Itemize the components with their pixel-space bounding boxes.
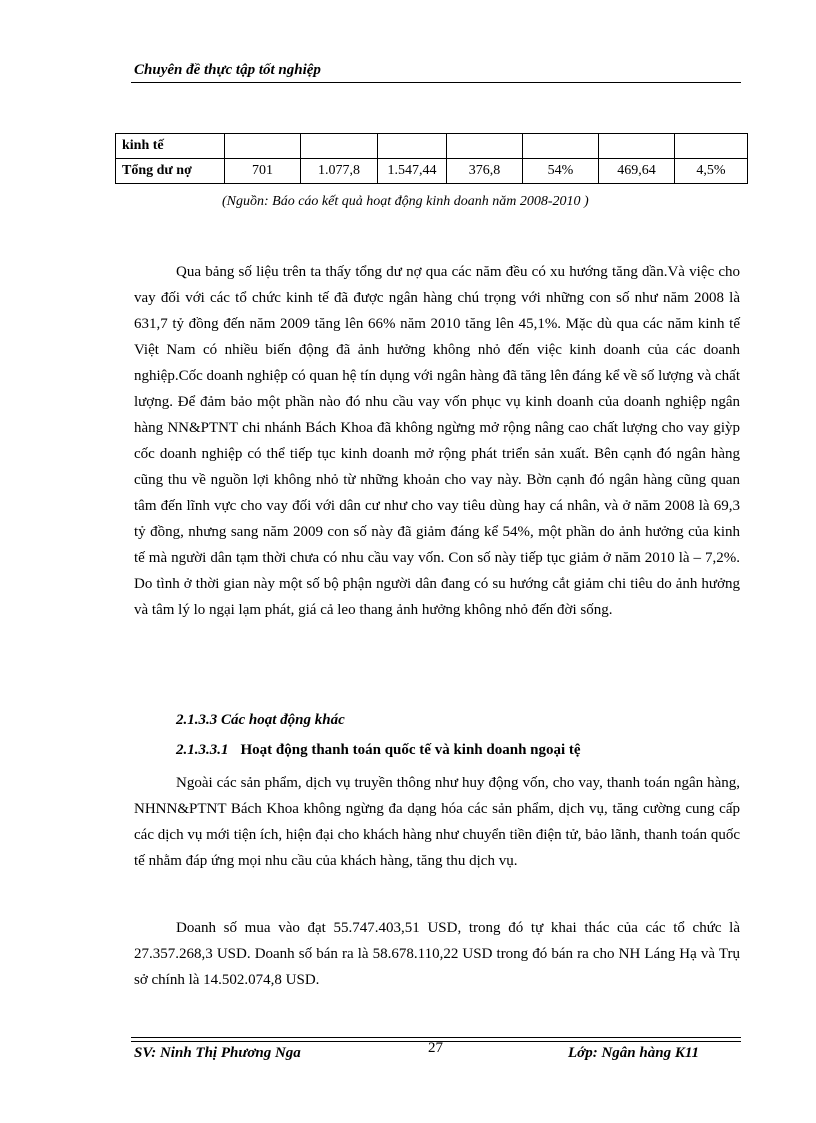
section-heading: 2.1.3.3 Các hoạt động khác (176, 712, 345, 728)
footer-student: SV: Ninh Thị Phương Nga (134, 1045, 301, 1061)
page-number: 27 (428, 1040, 443, 1056)
table-cell: 469,64 (599, 159, 675, 184)
row-label: Tổng dư nợ (116, 159, 225, 184)
footer-class: Lớp: Ngân hàng K11 (568, 1045, 699, 1061)
table-source: (Nguồn: Báo cáo kết quả hoạt động kinh doanh năm 2008-2010 ) (222, 194, 589, 209)
row-label: kinh tế (116, 134, 225, 159)
table-cell (301, 134, 378, 159)
paragraph-2-block (134, 770, 740, 874)
table-cell: 1.077,8 (301, 159, 378, 184)
table-cell (675, 134, 748, 159)
footer-rule (131, 1037, 741, 1038)
table-cell (599, 134, 675, 159)
table-row (116, 134, 748, 159)
table-row (116, 159, 748, 184)
table-cell (523, 134, 599, 159)
table-cell (447, 134, 523, 159)
paragraph-2: Ngoài các sản phẩm, dịch vụ truyền thông như huy động vốn, cho vay, thanh toán ngân hàng, NHNN&PTNT Bách Khoa không ngừng đa dạng hóa các sản phẩm, dịch vụ, tăng cường cung cấp các dịch vụ mới tiện ích, hiện đại cho khách hàng như chuyển tiền điện tử, bảo lãnh, thanh toán quốc tế nhằm đáp ứng mọi nhu cầu của khách hàng, tăng thu dịch vụ. (134, 775, 740, 869)
subsection-title: Hoạt động thanh toán quốc tế và kinh doanh ngoại tệ (240, 742, 581, 758)
paragraph-3-block (134, 915, 740, 993)
paragraph-1: Qua bảng số liệu trên ta thấy tổng dư nợ qua các năm đều có xu hướng tăng dần.Và việc cho vay đối với các tổ chức kinh tế đã được ngân hàng chú trọng với những con số như năm 2008 là 631,7 tỷ đồng đến năm 2009 tăng lên 66% năm 2010 tăng lên 45,1%. Mặc dù qua các năm kinh tế Việt Nam có nhiều biến động đã ảnh hưởng không nhỏ đến việc kinh doanh của các doanh nghiệp.Cốc doanh nghiệp có quan hệ tín dụng với ngân hàng đã tăng lên đáng kể về số lượng và chất lượng. Để đảm bảo một phần nào đó nhu cầu vay vốn phục vụ kinh doanh của doanh nghiệp ngân hàng NN&PTNT chi nhánh Bách Khoa đã không ngừng mở rộng nâng cao chất lượng cho vay giỳp cốc doanh nghiệp có thể tiếp tục kinh doanh mở rộng phát triển sản xuất. Bên cạnh đó ngân hàng cũng thu về nguồn lợi không nhỏ từ những khoản cho vay này. Bờn cạnh đó ngân hàng cũng quan tâm đến lĩnh vực cho vay đối với dân cư như cho vay tiêu dùng hay cá nhân, và ở năm 2008 là 69,3 tỷ đồng, nhưng sang năm 2009 con số này đã giảm đáng kể 54%, một phần do ảnh hưởng của kinh tế mà người dân tạm thời chưa có nhu cầu vay vốn. Con số này tiếp tục giảm ở năm 2010 là – 7,2%. Do tình ở thời gian này một số bộ phận người dân đang có su hướng cắt giảm chi tiêu do ảnh hưởng và tâm lý lo ngại lạm phát, giá cả leo thang ảnh hưởng không nhỏ đến đời sống. (134, 264, 740, 618)
header-rule (131, 82, 741, 83)
subsection-number: 2.1.3.3.1 (176, 742, 229, 758)
header-title: Chuyên đề thực tập tốt nghiệp (134, 62, 321, 78)
data-table (115, 133, 748, 184)
table-cell: 376,8 (447, 159, 523, 184)
table-cell (378, 134, 447, 159)
table-cell: 4,5% (675, 159, 748, 184)
paragraph-1-block (134, 259, 740, 623)
subsection-heading (176, 742, 581, 759)
table-cell: 701 (225, 159, 301, 184)
table-cell: 54% (523, 159, 599, 184)
table-cell (225, 134, 301, 159)
paragraph-3: Doanh số mua vào đạt 55.747.403,51 USD, trong đó tự khai thác của các tổ chức là 27.357.268,3 USD. Doanh số bán ra là 58.678.110,22 USD trong đó bán ra cho NH Láng Hạ và Trụ sở chính là 14.502.074,8 USD. (134, 920, 740, 988)
table-cell: 1.547,44 (378, 159, 447, 184)
